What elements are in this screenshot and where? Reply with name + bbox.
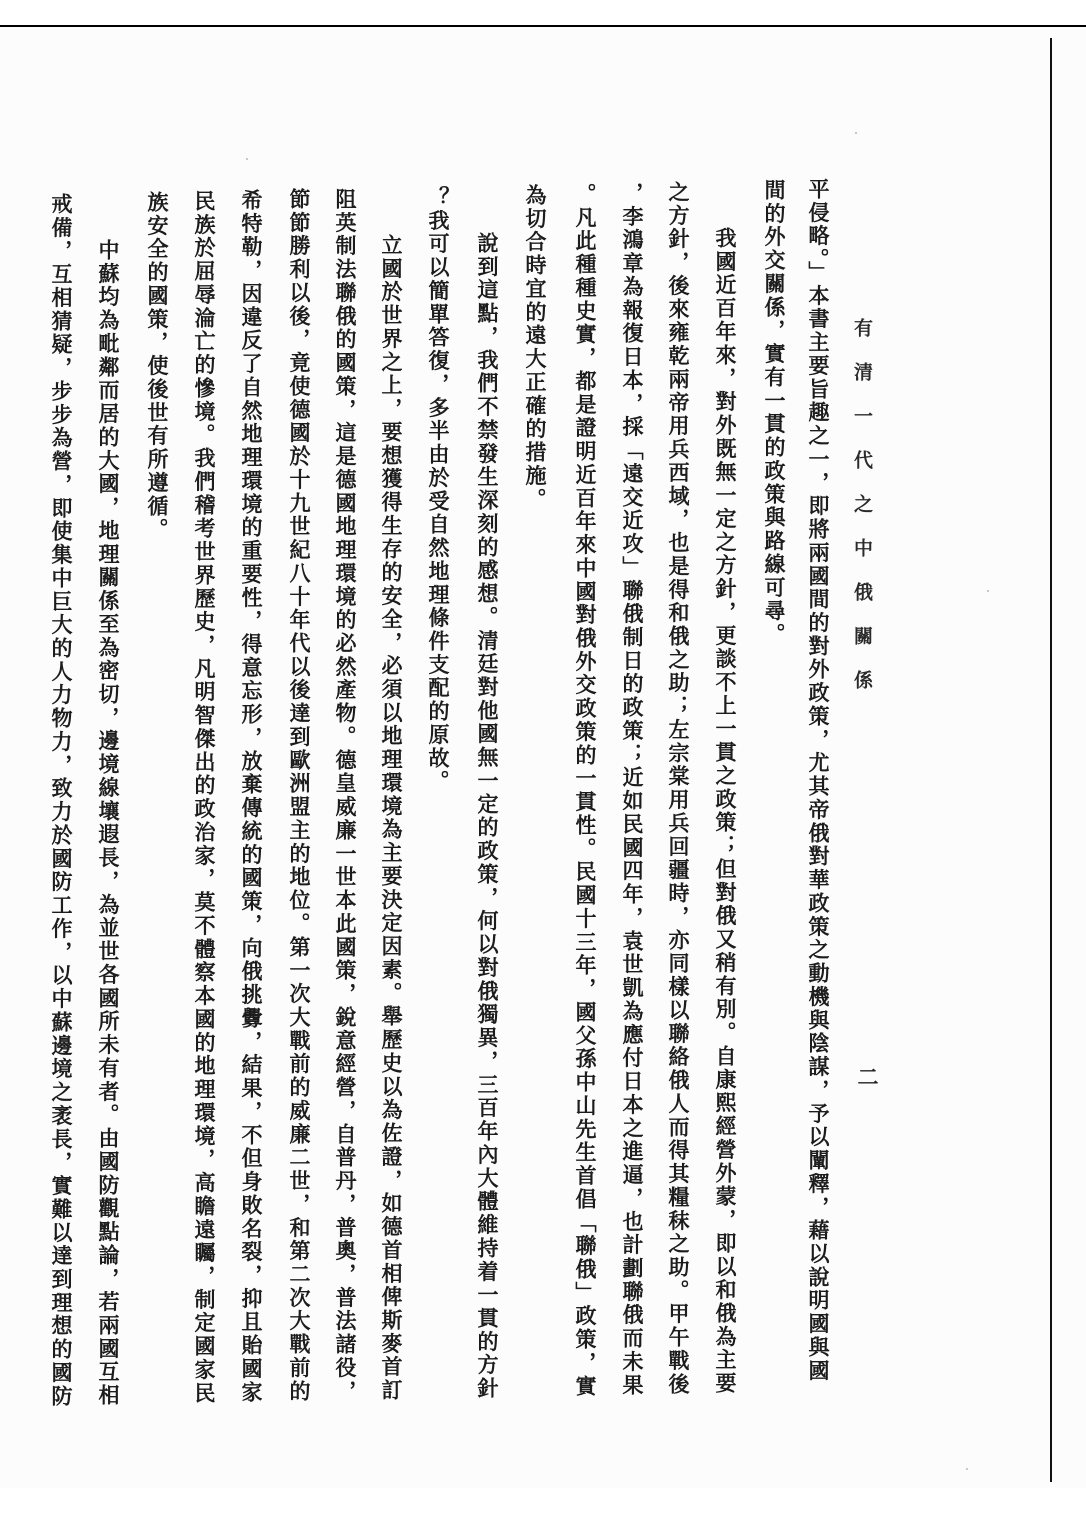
text-column: 戒備，互相猜疑，步步為營，即使集中巨大的人力物力，致力於國防工作，以中蘇邊境之袤長，實難以達到理想的國防 xyxy=(49,193,74,1409)
scan-speck xyxy=(987,590,989,592)
text-column: 希特勒，因違反了自然地理環境的重要性，得意忘形，放棄傳統的國策，向俄挑釁，結果，不但身敗名裂，抑且貽國家 xyxy=(239,189,264,1405)
scan-speck xyxy=(246,158,248,160)
text-column: 間的外交關係，實有一貫的政策與路線可尋。 xyxy=(762,179,787,647)
text-column: 阻英制法聯俄的國策，這是德國地理環境的必然產物。德皇威廉一世本此國策，銳意經營，自普丹，普奧，普法諸役， xyxy=(333,188,358,1404)
text-column: 中蘇均為毗鄰而居的大國，地理關係至為密切，邊境線壤遐長，為並世各國所未有者。由國防觀點論，若兩國互相 xyxy=(96,238,121,1408)
text-column: 民族於屈辱淪亡的慘境。我們稽考世界歷史，凡明智傑出的政治家，莫不體察本國的地理環境，高瞻遠矚，制定國家民 xyxy=(192,190,217,1406)
text-column: 。凡此種種史實，都是證明近百年來中國對俄外交政策的一貫性。民國十三年，國父孫中山先生首倡「聯俄」政策，實 xyxy=(573,183,598,1399)
text-column: ，李鴻章為報復日本，採「遠交近攻」聯俄制日的政策；近如民國四年，袁世凱為應付日本之進逼，也計劃聯俄而未果 xyxy=(620,182,645,1398)
scan-speck xyxy=(966,1468,968,1470)
page-top-rule xyxy=(0,25,1086,27)
text-column: ？我可以簡單答復，多半由於受自然地理條件支配的原故。 xyxy=(426,186,451,794)
text-column: 族安全的國策，使後世有所遵循。 xyxy=(145,191,170,542)
text-column: 之方針，後來雍乾兩帝用兵西域，也是得和俄之助；左宗棠用兵回疆時，亦同樣以聯絡俄人而得其糧秣之助。甲午戰後 xyxy=(666,181,691,1397)
text-column: 平侵略。」本書主要旨趣之一，即將兩國間的對外政策，尤其帝俄對華政策之動機與陰謀，予以闡釋，藉以說明國與國 xyxy=(806,178,831,1383)
text-column: 節節勝利以後，竟使德國於十九世紀八十年代以後達到歐洲盟主的地位。第一次大戰前的威廉二世，和第二次大戰前的 xyxy=(287,188,312,1404)
scan-speck xyxy=(855,132,857,134)
page-right-rule xyxy=(1050,38,1052,1482)
page-number: 二 xyxy=(855,1066,880,1087)
text-column: 立國於世界之上，要想獲得生存的安全，必須以地理環境為主要決定因素。舉歷史以為佐證，如德首相俾斯麥首訂 xyxy=(379,233,404,1403)
running-header: 有清一代之中俄關係 xyxy=(851,318,873,714)
text-column: 我國近百年來，對外既無一定之方針，更談不上一貫之政策；但對俄又稍有別。自康熙經營外蒙，即以和俄為主要 xyxy=(713,226,738,1396)
text-column: 說到這點，我們不禁發生深刻的感想。清廷對他國無一定的政策，何以對俄獨異，三百年內大體維持着一貫的方針 xyxy=(475,231,500,1401)
text-column: 為切合時宜的遠大正確的措施。 xyxy=(523,184,548,512)
